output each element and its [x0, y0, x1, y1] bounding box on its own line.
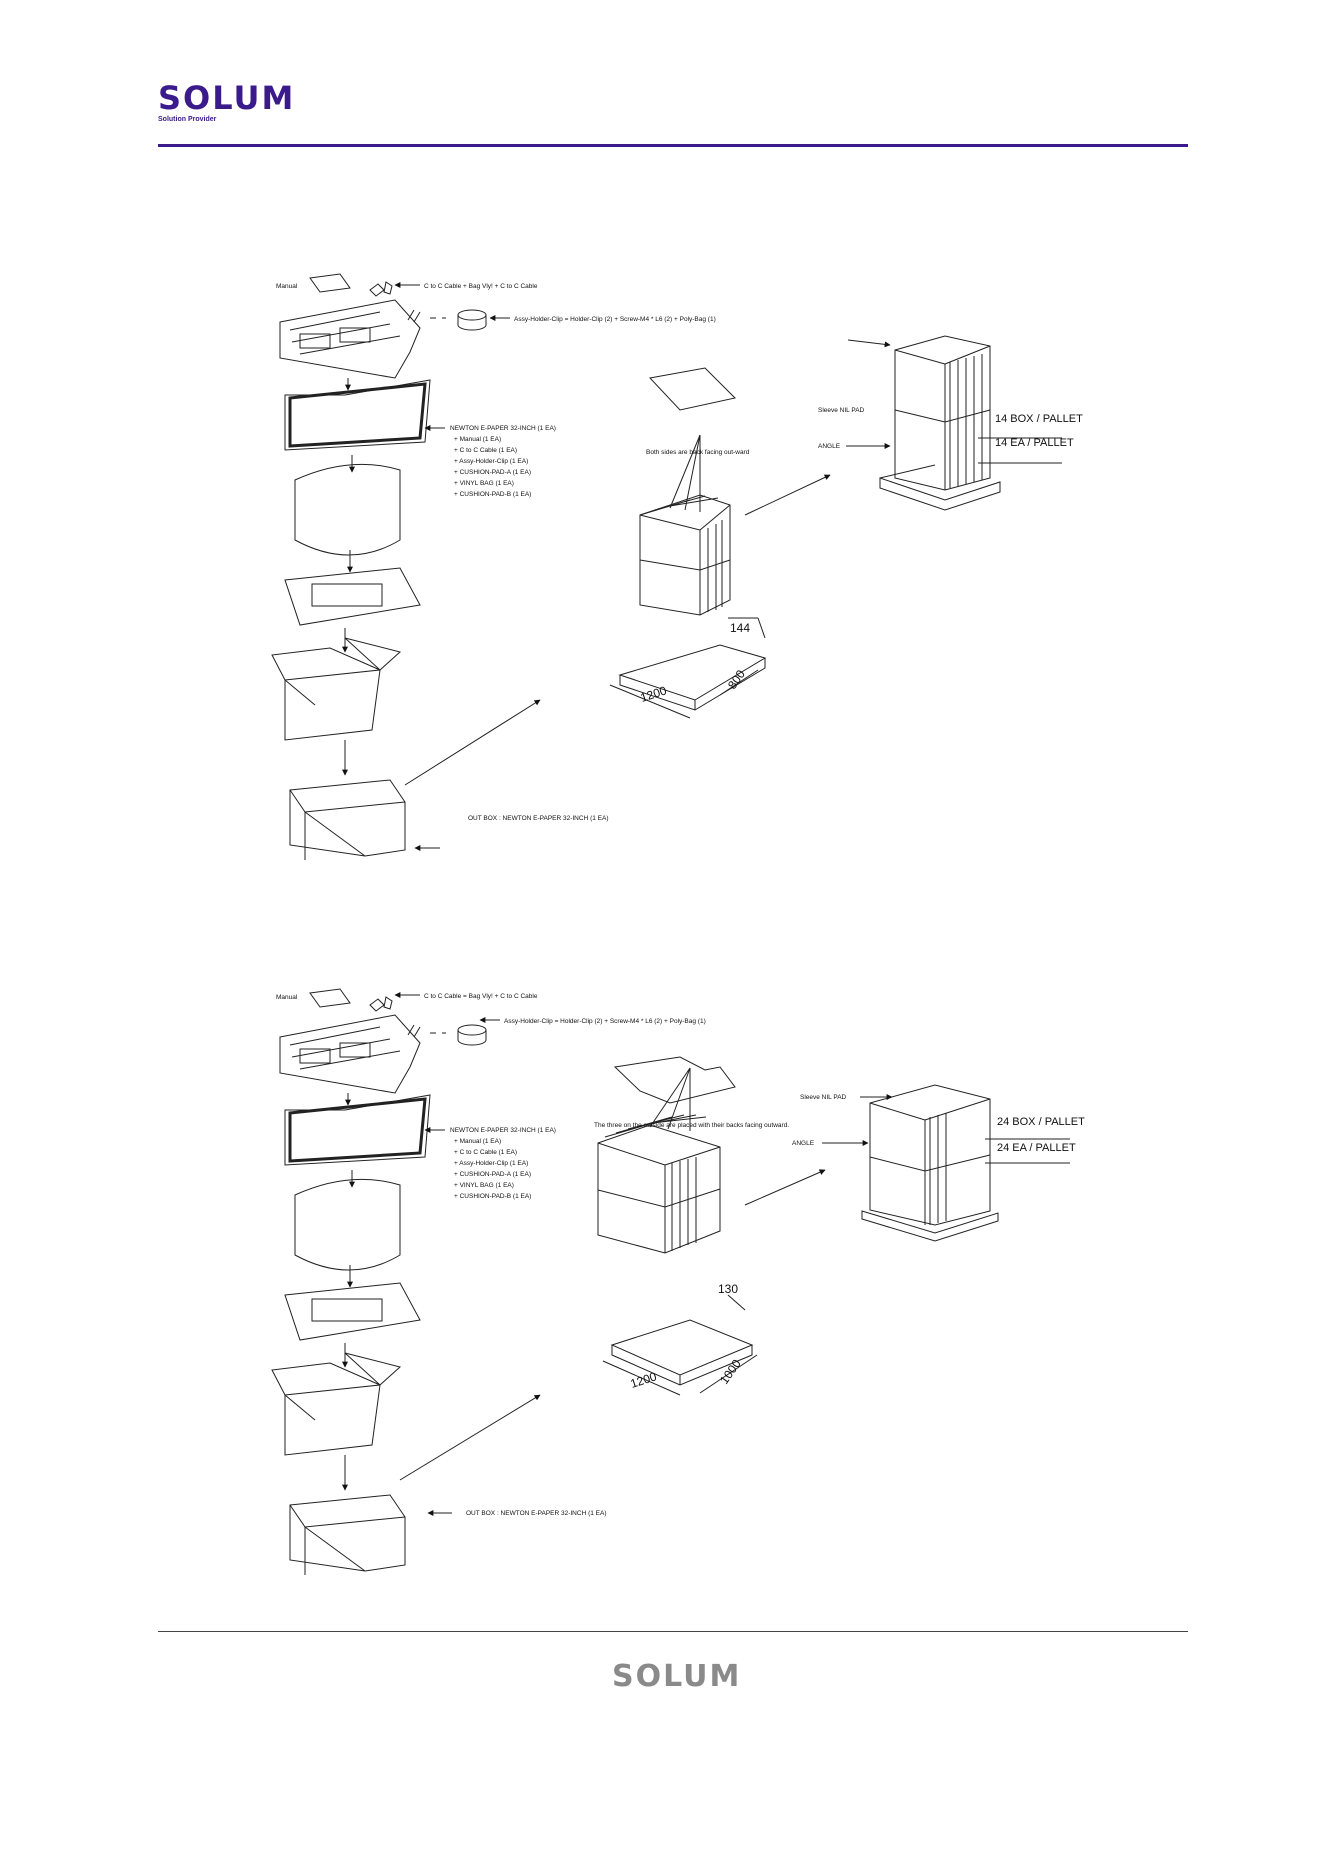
dim-length: 1200 — [628, 1369, 659, 1391]
box-stack — [598, 1115, 720, 1253]
contents-item-5: + VINYL BAG (1 EA) — [454, 480, 514, 487]
tray-bottom — [285, 1283, 420, 1340]
manual-label: Manual — [276, 283, 298, 290]
contents-item-5: + VINYL BAG (1 EA) — [454, 1182, 514, 1189]
contents-title: NEWTON E-PAPER 32-INCH (1 EA) — [450, 1127, 556, 1134]
sleeve-label: Sleeve NIL PAD — [818, 407, 865, 414]
contents-item-1: + Manual (1 EA) — [454, 436, 502, 443]
box-per-pallet: 24 BOX / PALLET — [997, 1116, 1085, 1128]
box-stack — [640, 495, 730, 615]
open-box — [272, 638, 400, 740]
dim-width: 800 — [724, 667, 748, 692]
footer-divider — [158, 1631, 1188, 1632]
contents-item-6: + CUSHION-PAD-B (1 EA) — [454, 1193, 532, 1200]
vinyl-bag — [295, 1179, 400, 1270]
outbox-label: OUT BOX : NEWTON E-PAPER 32-INCH (1 EA) — [468, 815, 609, 822]
manual-sheet — [310, 274, 350, 292]
out-box — [290, 780, 405, 860]
contents-item-3: + Assy-Holder-Clip (1 EA) — [454, 1160, 529, 1167]
contents-item-1: + Manual (1 EA) — [454, 1138, 502, 1145]
tray-top — [280, 300, 420, 378]
out-box — [290, 1495, 405, 1575]
box-per-pallet: 14 BOX / PALLET — [995, 413, 1083, 425]
dim-height: 144 — [730, 621, 751, 635]
angle-label: ANGLE — [818, 443, 841, 450]
cable-label: C to C Cable + Bag Vly! + C to C Cable — [424, 283, 538, 290]
facing-note: Both sides are back facing out-ward — [646, 449, 750, 456]
packing-diagram-1 — [0, 260, 1324, 860]
cable-bag-icon — [370, 997, 392, 1011]
finished-pallet — [862, 1085, 998, 1241]
logo-wordmark: SOLUM — [158, 79, 296, 117]
top-pad — [615, 1057, 735, 1103]
ea-per-pallet: 24 EA / PALLET — [997, 1142, 1076, 1154]
header-logo — [158, 79, 296, 124]
contents-item-4: + CUSHION-PAD-A (1 EA) — [454, 469, 531, 476]
clip-label: Assy-Holder-Clip = Holder-Clip (2) + Screw-M4 * L6 (2) + Poly-Bag (1) — [504, 1018, 706, 1025]
dim-height: 130 — [718, 1282, 739, 1296]
poly-bag-icon — [458, 1025, 486, 1035]
open-box — [272, 1353, 400, 1455]
finished-pallet — [880, 336, 1000, 510]
manual-sheet — [310, 989, 350, 1007]
angle-label: ANGLE — [792, 1140, 815, 1147]
sleeve-label: Sleeve NIL PAD — [800, 1094, 847, 1101]
clip-label: Assy-Holder-Clip = Holder-Clip (2) + Screw-M4 * L6 (2) + Poly-Bag (1) — [514, 316, 716, 323]
header-divider — [158, 144, 1188, 147]
contents-item-6: + CUSHION-PAD-B (1 EA) — [454, 491, 532, 498]
tray-top — [280, 1015, 420, 1093]
dim-length: 1200 — [638, 683, 669, 705]
cable-bag-icon — [370, 282, 392, 296]
contents-item-4: + CUSHION-PAD-A (1 EA) — [454, 1171, 531, 1178]
manual-label: Manual — [276, 994, 298, 1001]
cable-label: C to C Cable = Bag Vly! + C to C Cable — [424, 993, 538, 1000]
vinyl-bag — [295, 464, 400, 555]
contents-title: NEWTON E-PAPER 32-INCH (1 EA) — [450, 425, 556, 432]
dim-width: 1000 — [716, 1356, 744, 1387]
ea-per-pallet: 14 EA / PALLET — [995, 437, 1074, 449]
tray-bottom — [285, 568, 420, 625]
top-pad — [650, 368, 735, 410]
contents-item-2: + C to C Cable (1 EA) — [454, 1149, 518, 1156]
outbox-label: OUT BOX : NEWTON E-PAPER 32-INCH (1 EA) — [466, 1510, 607, 1517]
packing-diagram-2 — [0, 975, 1324, 1575]
poly-bag-icon — [458, 310, 486, 320]
contents-item-2: + C to C Cable (1 EA) — [454, 447, 518, 454]
facing-note: The three on the outside are placed with their backs facing outward. — [594, 1122, 790, 1129]
footer-logo: SOLUM — [612, 1659, 742, 1694]
contents-item-3: + Assy-Holder-Clip (1 EA) — [454, 458, 529, 465]
logo-tagline: Solution Provider — [158, 116, 217, 123]
